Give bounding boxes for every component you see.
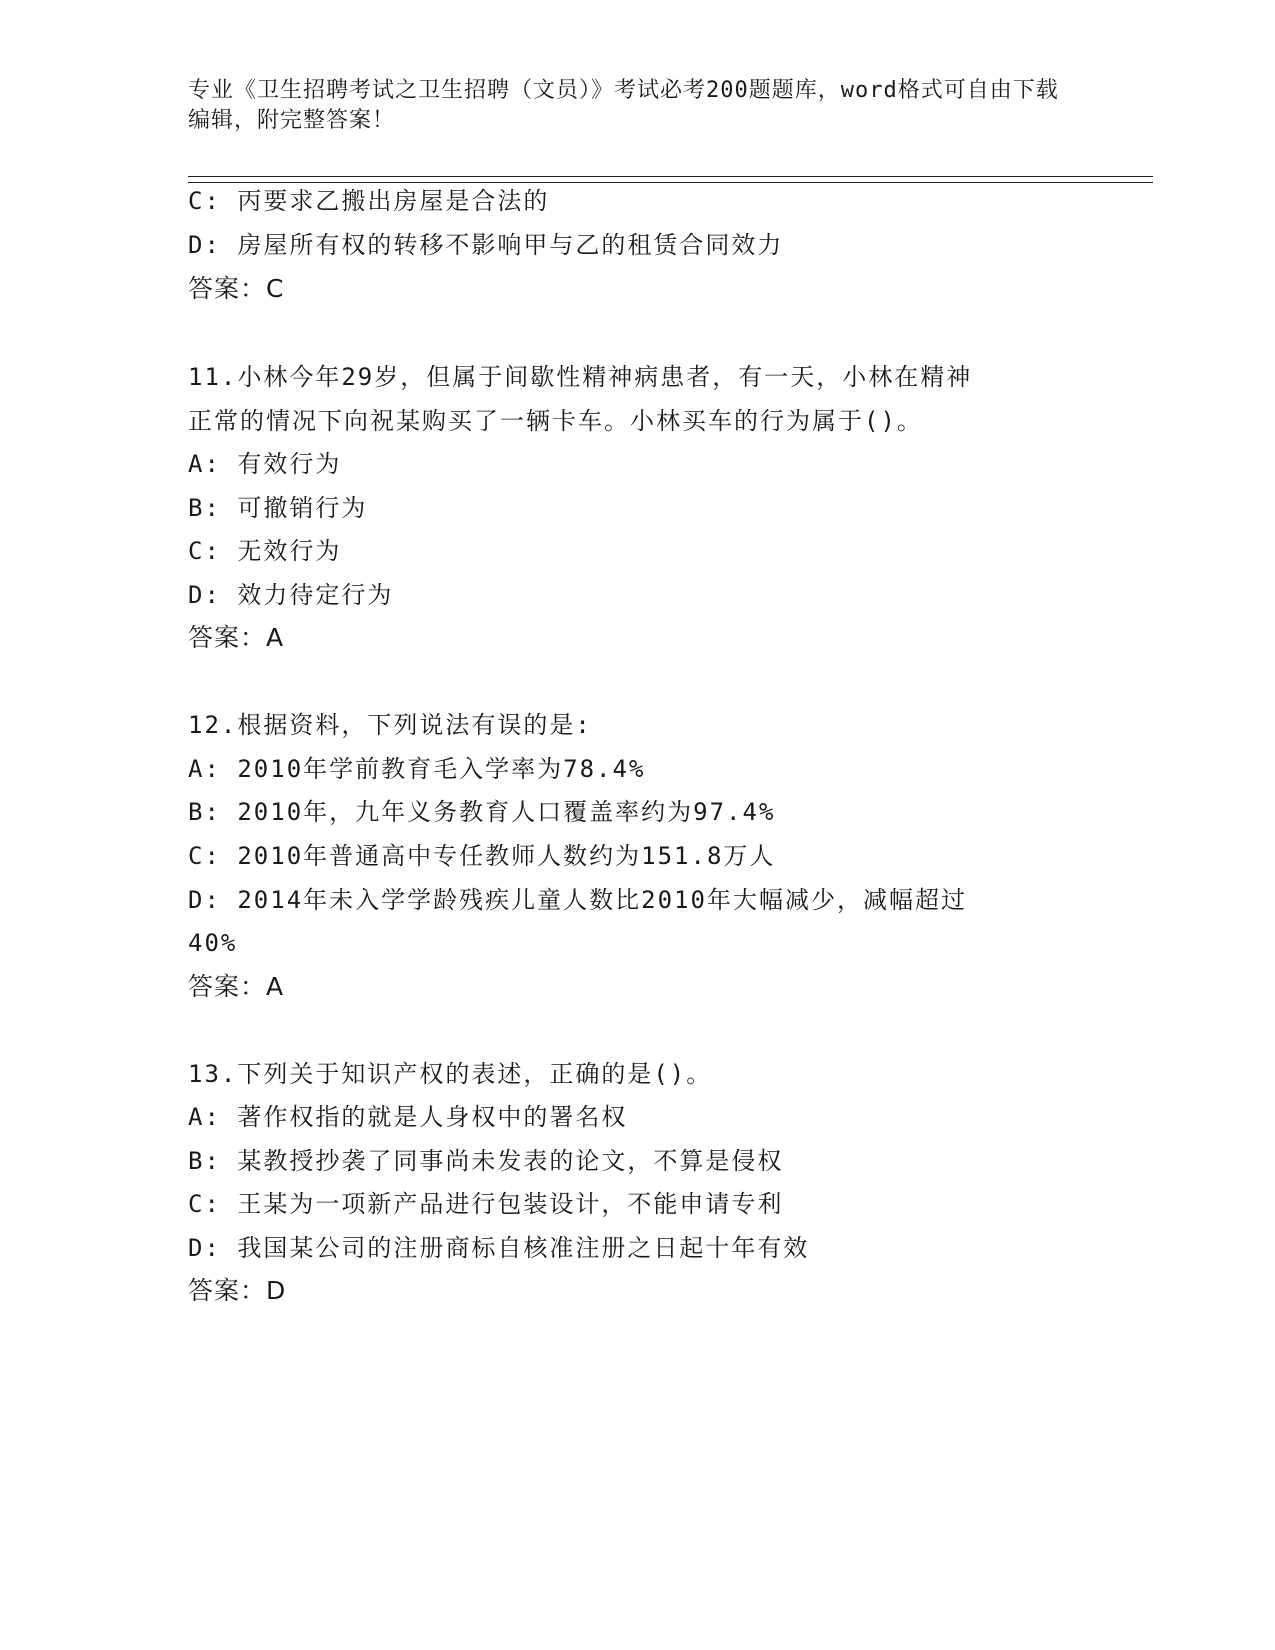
option-a: A: 2010年学前教育毛入学率为78.4% xyxy=(188,755,646,783)
answer-label: 答案：A xyxy=(188,623,285,652)
header-rule-top xyxy=(188,176,1153,177)
option-b: B: 2010年，九年义务教育人口覆盖率约为97.4% xyxy=(188,798,776,826)
option-c: C: 2010年普通高中专任教师人数约为151.8万人 xyxy=(188,842,776,870)
option-c: C: 王某为一项新产品进行包装设计，不能申请专利 xyxy=(188,1190,784,1218)
document-header: 专业《卫生招聘考试之卫生招聘（文员）》考试必考200题题库，word格式可自由下载编辑，附完整答案！ xyxy=(188,78,1059,133)
option-a: A: 著作权指的就是人身权中的署名权 xyxy=(188,1103,628,1131)
question-stem: 13.下列关于知识产权的表述，正确的是()。 xyxy=(188,1060,713,1088)
answer-label: 答案：A xyxy=(188,972,285,1001)
option-c: C: 无效行为 xyxy=(188,537,342,565)
option-d-cont: 40% xyxy=(188,929,238,957)
question-stem: 11.小林今年29岁，但属于间歇性精神病患者，有一天，小林在精神 xyxy=(188,363,973,391)
question-stem-cont: 正常的情况下向祝某购买了一辆卡车。小林买车的行为属于()。 xyxy=(188,407,923,435)
option-d: D: 我国某公司的注册商标自核准注册之日起十年有效 xyxy=(188,1234,810,1262)
option-d: D: 2014年未入学学龄残疾儿童人数比2010年大幅减少，减幅超过 xyxy=(188,886,967,914)
option-d: D: 效力待定行为 xyxy=(188,581,394,609)
option-b: B: 某教授抄袭了同事尚未发表的论文，不算是侵权 xyxy=(188,1147,784,1175)
header-rule-bottom xyxy=(188,182,1153,183)
option-a: A: 有效行为 xyxy=(188,450,342,478)
answer-label: 答案：D xyxy=(188,1276,287,1305)
option-c: C: 丙要求乙搬出房屋是合法的 xyxy=(188,187,550,215)
question-stem: 12.根据资料，下列说法有误的是: xyxy=(188,711,592,739)
option-b: B: 可撤销行为 xyxy=(188,494,368,522)
option-d: D: 房屋所有权的转移不影响甲与乙的租赁合同效力 xyxy=(188,231,784,259)
answer-label: 答案：C xyxy=(188,274,285,303)
